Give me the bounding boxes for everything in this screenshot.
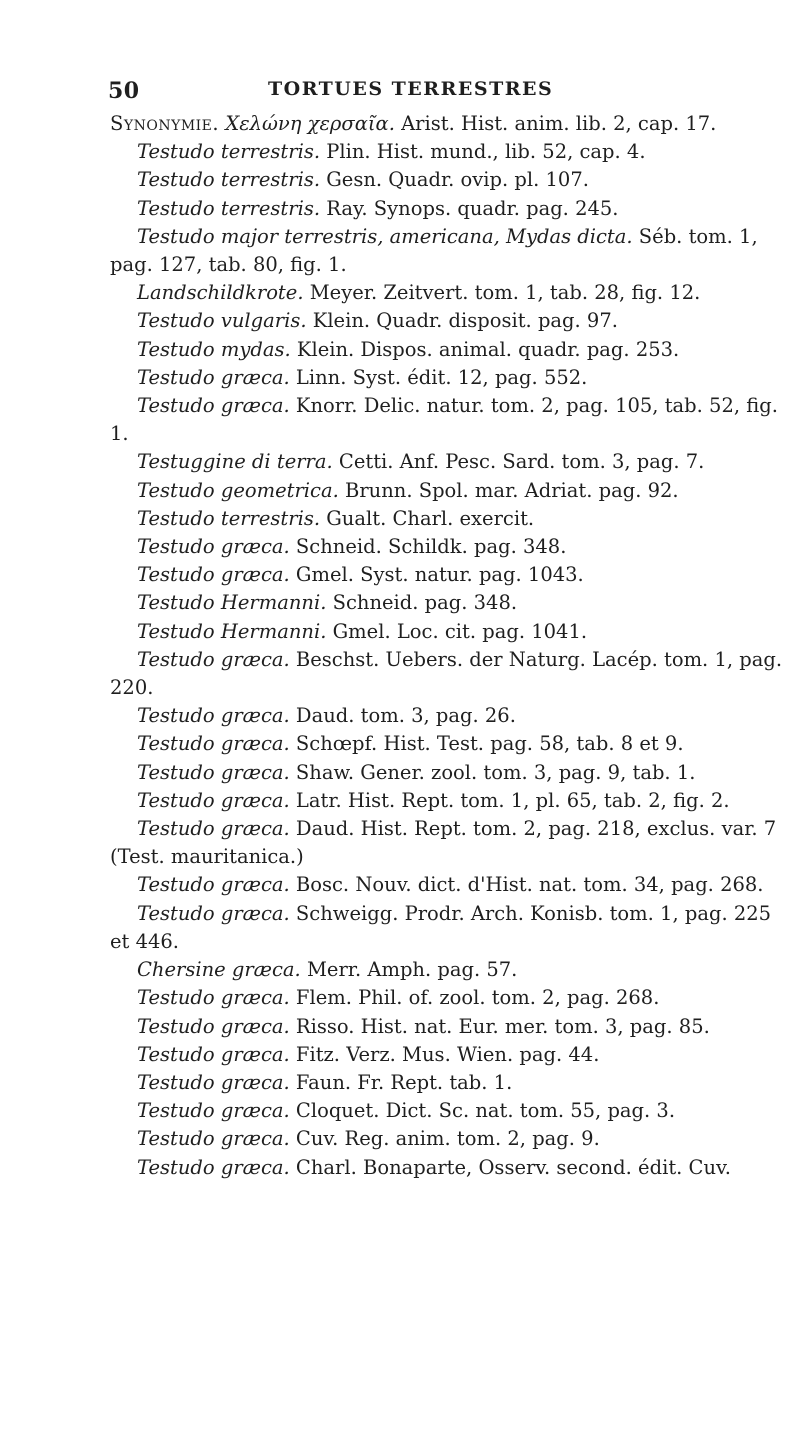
taxon-name: Testudo græca. (137, 704, 290, 728)
synonymy-entry (110, 279, 786, 307)
reference: Plin. Hist. mund., lib. 52, cap. 4. (320, 140, 646, 164)
taxon-name: Testudo græca. (137, 563, 290, 587)
synonymy-entry (110, 505, 786, 533)
taxon-name: Testudo græca. (137, 1070, 290, 1094)
synonymy-entry (110, 1041, 786, 1069)
taxon-name: Testudo græca. (137, 817, 290, 841)
reference: Meyer. Zeitvert. tom. 1, tab. 28, fig. 12. (303, 281, 701, 305)
taxon-name: Testudo græca. (137, 535, 290, 559)
taxon-name: Testudo Hermanni. (137, 591, 327, 615)
synonymy-entry (110, 561, 786, 589)
reference: Cloquet. Dict. Sc. nat. tom. 55, pag. 3. (289, 1099, 676, 1123)
synonymy-entry (110, 759, 786, 787)
reference: Gmel. Loc. cit. pag. 1041. (326, 619, 588, 643)
reference: Cetti. Anf. Pesc. Sard. tom. 3, pag. 7. (332, 450, 705, 474)
reference: Cuv. Reg. anim. tom. 2, pag. 9. (289, 1127, 600, 1151)
synonymy-entry (110, 730, 786, 758)
taxon-name: Testudo terrestris. (137, 196, 321, 220)
taxon-name: Testudo græca. (137, 1127, 290, 1151)
reference: Ray. Synops. quadr. pag. 245. (320, 196, 619, 220)
synonymy-entry (110, 307, 786, 335)
synonymy-entry (110, 984, 786, 1012)
synonymy-entry (110, 448, 786, 476)
synonymy-entry (110, 110, 786, 138)
reference: Shaw. Gener. zool. tom. 3, pag. 9, tab. 1. (289, 760, 696, 784)
synonymy-entry (110, 618, 786, 646)
synonymy-entry (110, 392, 786, 448)
reference: Gesn. Quadr. ovip. pl. 107. (320, 168, 589, 192)
reference: Fitz. Verz. Mus. Wien. pag. 44. (289, 1042, 600, 1066)
synonymy-entry (110, 871, 786, 899)
synonymy-entry (110, 364, 786, 392)
taxon-name: Χελώνη χερσαῖα. (225, 112, 395, 135)
taxon-name: Testudo græca. (137, 1155, 290, 1179)
taxon-name: Testudo græca. (137, 732, 290, 756)
reference: Bosc. Nouv. dict. d'Hist. nat. tom. 34, pag. 268. (289, 873, 764, 897)
taxon-name: Testudo terrestris. (137, 506, 321, 530)
synonymy-entry (110, 166, 786, 194)
reference: Klein. Quadr. disposit. pag. 97. (306, 309, 618, 333)
synonymy-entry (110, 138, 786, 166)
synonymy-entry (110, 1154, 786, 1182)
synonymy-entry (110, 477, 786, 505)
synonymy-entry (110, 787, 786, 815)
taxon-name: Testudo græca. (137, 365, 290, 389)
synonymy-entry (110, 589, 786, 617)
reference: Arist. Hist. anim. lib. 2, cap. 17. (394, 112, 717, 135)
taxon-name: Testudo major terrestris, americana, Mydas dicta. (137, 224, 633, 248)
taxon-name: Testudo græca. (137, 901, 290, 925)
taxon-name: Testudo terrestris. (137, 168, 321, 192)
synonymie-label: Synonymie. (110, 112, 220, 135)
synonymy-entry (110, 223, 786, 279)
reference: Linn. Syst. édit. 12, pag. 552. (289, 365, 588, 389)
taxon-name: Testudo græca. (137, 1014, 290, 1038)
reference: Schneid. pag. 348. (326, 591, 518, 615)
synonymy-list (110, 110, 786, 1182)
synonymy-entry (110, 195, 786, 223)
running-head: TORTUES TERRESTRES (268, 78, 554, 100)
reference: Daud. tom. 3, pag. 26. (289, 704, 516, 728)
taxon-name: Testudo mydas. (137, 337, 291, 361)
synonymy-entry (110, 702, 786, 730)
taxon-name: Testudo græca. (137, 986, 290, 1010)
synonymy-entry (110, 900, 786, 956)
taxon-name: Testudo græca. (137, 647, 290, 671)
reference: Risso. Hist. nat. Eur. mer. tom. 3, pag. 85. (289, 1014, 710, 1038)
reference: Schneid. Schildk. pag. 348. (289, 535, 567, 559)
taxon-name: Testudo græca. (137, 788, 290, 812)
taxon-name: Chersine græca. (137, 958, 301, 982)
taxon-name: Testudo græca. (137, 394, 290, 418)
page-number: 50 (108, 78, 140, 104)
reference: Knorr. Delic. natur. tom. 2, pag. 105, tab. 52, fig. 1. (110, 394, 778, 446)
taxon-name: Testuggine di terra. (137, 450, 333, 474)
taxon-name: Landschildkrote. (137, 281, 304, 305)
synonymy-entry (110, 533, 786, 561)
reference: Schweigg. Prodr. Arch. Konisb. tom. 1, pag. 225 et 446. (110, 901, 772, 953)
reference: Séb. tom. 1, pag. 127, tab. 80, fig. 1. (110, 224, 758, 277)
synonymy-entry (110, 1013, 786, 1041)
reference: Merr. Amph. pag. 57. (300, 958, 518, 982)
taxon-name: Testudo græca. (137, 760, 290, 784)
reference: Klein. Dispos. animal. quadr. pag. 253. (290, 337, 680, 361)
reference: Brunn. Spol. mar. Adriat. pag. 92. (338, 478, 679, 502)
taxon-name: Testudo vulgaris. (137, 309, 307, 333)
taxon-name: Testudo Hermanni. (137, 619, 327, 643)
reference: Latr. Hist. Rept. tom. 1, pl. 65, tab. 2, fig. 2. (289, 788, 730, 812)
reference: Gualt. Charl. exercit. (320, 506, 535, 530)
synonymy-entry (110, 1125, 786, 1153)
reference: Beschst. Uebers. der Naturg. Lacép. tom. 1, pag. 220. (110, 647, 783, 700)
synonymy-entry (110, 1069, 786, 1097)
reference: Faun. Fr. Rept. tab. 1. (289, 1070, 513, 1094)
synonymy-entry (110, 956, 786, 984)
taxon-name: Testudo græca. (137, 873, 290, 897)
taxon-name: Testudo græca. (137, 1042, 290, 1066)
synonymy-entry (110, 646, 786, 702)
reference: Schœpf. Hist. Test. pag. 58, tab. 8 et 9. (289, 732, 684, 756)
taxon-name: Testudo terrestris. (137, 140, 321, 164)
reference: Charl. Bonaparte, Osserv. second. édit. Cuv. (289, 1155, 731, 1179)
reference: Flem. Phil. of. zool. tom. 2, pag. 268. (289, 986, 660, 1010)
synonymy-entry (110, 815, 786, 871)
reference: Gmel. Syst. natur. pag. 1043. (289, 563, 584, 587)
reference: Daud. Hist. Rept. tom. 2, pag. 218, exclus. var. 7 (Test. mauritanica.) (110, 817, 777, 869)
taxon-name: Testudo geometrica. (137, 478, 339, 502)
synonymy-entry (110, 336, 786, 364)
synonymy-entry (110, 1097, 786, 1125)
taxon-name: Testudo græca. (137, 1099, 290, 1123)
